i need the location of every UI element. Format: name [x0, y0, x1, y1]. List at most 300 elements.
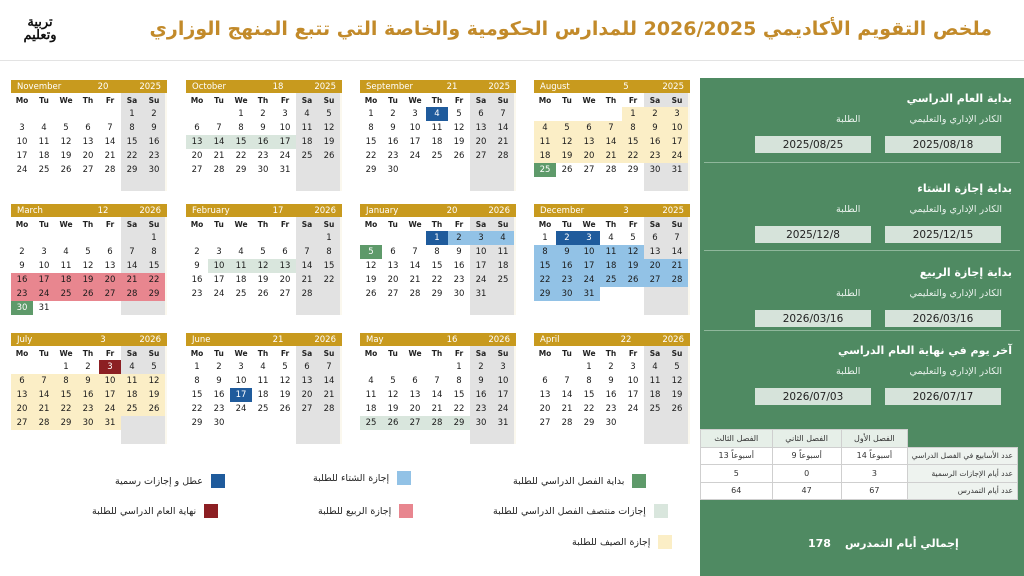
weekday-label: Mo	[11, 93, 33, 107]
weeks-term-3: 13 أسبوعاً	[701, 447, 773, 465]
day-cell: 1	[230, 107, 252, 121]
day-cell: 27	[296, 402, 318, 416]
empty-cell	[600, 430, 622, 444]
day-cell: 3	[99, 360, 121, 374]
month-header	[360, 333, 516, 346]
stats-corner	[908, 430, 1018, 448]
empty-cell	[121, 416, 143, 430]
day-cell: 12	[448, 121, 470, 135]
day-cell: 4	[296, 107, 318, 121]
day-cell: 12	[55, 135, 77, 149]
weekday-label: We	[404, 217, 426, 231]
staff-label: الكادر الإداري والتعليمي	[909, 204, 1002, 215]
month-year: 2026	[488, 205, 510, 216]
month-name: January	[366, 205, 399, 216]
day-cell: 9	[208, 374, 230, 388]
weekday-label: Sa	[296, 217, 318, 231]
month-name: September	[366, 81, 413, 92]
day-cell: 26	[252, 287, 274, 301]
day-cell: 21	[600, 149, 622, 163]
empty-cell	[55, 177, 77, 191]
empty-cell	[534, 107, 556, 121]
empty-cell	[644, 430, 666, 444]
day-cell: 15	[622, 135, 644, 149]
day-cell: 25	[426, 149, 448, 163]
day-cell: 4	[600, 231, 622, 245]
student-date: 2025/12/8	[755, 226, 871, 243]
day-cell: 27	[99, 287, 121, 301]
day-grid	[186, 217, 342, 315]
day-cell: 5	[274, 360, 296, 374]
holidays-term-3: 5	[701, 465, 773, 483]
weekday-label: Th	[77, 217, 99, 231]
day-cell: 29	[230, 163, 252, 177]
empty-cell	[252, 416, 274, 430]
legend-spring	[318, 504, 413, 518]
day-cell: 1	[448, 360, 470, 374]
empty-cell	[622, 416, 644, 430]
month-header	[186, 204, 342, 217]
day-cell: 21	[208, 149, 230, 163]
day-cell: 5	[252, 245, 274, 259]
day-cell: 11	[33, 135, 55, 149]
month-year: 2026	[488, 334, 510, 345]
weekday-label: Fr	[448, 93, 470, 107]
staff-date: 2025/08/18	[885, 136, 1001, 153]
empty-cell	[296, 163, 318, 177]
empty-cell	[252, 430, 274, 444]
day-cell: 24	[404, 149, 426, 163]
empty-cell	[208, 301, 230, 315]
weekday-label: Mo	[186, 93, 208, 107]
month-name: July	[17, 334, 33, 345]
month-name: February	[192, 205, 230, 216]
day-cell: 29	[143, 287, 165, 301]
day-cell: 4	[33, 121, 55, 135]
empty-cell	[274, 231, 296, 245]
weekday-label: Mo	[186, 346, 208, 360]
empty-cell	[11, 430, 33, 444]
day-cell: 8	[360, 121, 382, 135]
empty-cell	[77, 301, 99, 315]
legend-holiday-swatch	[211, 474, 225, 488]
day-cell: 8	[534, 245, 556, 259]
weekday-label: Su	[666, 217, 688, 231]
empty-cell	[186, 107, 208, 121]
month-day-count: 3	[623, 205, 629, 216]
day-cell: 2	[186, 245, 208, 259]
empty-cell	[360, 360, 382, 374]
day-cell: 2	[143, 107, 165, 121]
weekday-label: Fr	[274, 346, 296, 360]
weekday-label: Fr	[448, 217, 470, 231]
day-cell: 11	[55, 259, 77, 273]
day-cell: 7	[33, 374, 55, 388]
day-cell: 10	[666, 121, 688, 135]
empty-cell	[556, 177, 578, 191]
empty-cell	[622, 301, 644, 315]
day-cell: 27	[77, 163, 99, 177]
day-cell: 7	[492, 107, 514, 121]
day-cell: 24	[622, 402, 644, 416]
month-day-count: 12	[97, 205, 109, 216]
month-day-count: 20	[97, 81, 109, 92]
empty-cell	[186, 430, 208, 444]
day-cell: 19	[55, 149, 77, 163]
day-cell: 13	[470, 121, 492, 135]
day-cell: 30	[448, 287, 470, 301]
days-term-1: 67	[841, 482, 907, 500]
day-cell: 19	[448, 135, 470, 149]
month-day-count: 5	[623, 81, 629, 92]
day-cell: 9	[644, 121, 666, 135]
empty-cell	[404, 301, 426, 315]
table-row	[701, 482, 1018, 500]
day-cell: 17	[666, 135, 688, 149]
empty-cell	[318, 430, 340, 444]
day-cell: 25	[55, 287, 77, 301]
day-cell: 22	[622, 149, 644, 163]
total-value: 178	[808, 537, 831, 550]
day-cell: 31	[470, 287, 492, 301]
day-cell: 25	[644, 402, 666, 416]
weekday-label: Su	[492, 93, 514, 107]
month-name: October	[192, 81, 227, 92]
weekday-label: Th	[426, 93, 448, 107]
empty-cell	[33, 107, 55, 121]
empty-cell	[382, 177, 404, 191]
month-calendar	[186, 80, 342, 191]
day-cell: 16	[644, 135, 666, 149]
day-cell: 9	[448, 245, 470, 259]
day-cell: 20	[534, 402, 556, 416]
day-cell: 5	[55, 121, 77, 135]
weekday-label: Tu	[382, 346, 404, 360]
day-cell: 20	[99, 273, 121, 287]
weekday-label: We	[230, 93, 252, 107]
day-cell: 20	[186, 149, 208, 163]
day-cell: 7	[666, 231, 688, 245]
weekday-label: Th	[426, 217, 448, 231]
day-cell: 18	[360, 402, 382, 416]
day-cell: 30	[252, 163, 274, 177]
empty-cell	[556, 360, 578, 374]
month-name: December	[540, 205, 585, 216]
term-stats-table	[700, 429, 1018, 500]
day-cell: 22	[186, 402, 208, 416]
day-cell: 2	[382, 107, 404, 121]
day-cell: 15	[121, 135, 143, 149]
student-date: 2025/08/25	[755, 136, 871, 153]
empty-cell	[666, 177, 688, 191]
weekday-label: Sa	[470, 346, 492, 360]
day-cell: 31	[578, 287, 600, 301]
day-cell: 23	[208, 402, 230, 416]
day-cell: 30	[556, 287, 578, 301]
day-cell: 19	[143, 388, 165, 402]
day-cell: 17	[99, 388, 121, 402]
day-cell: 20	[470, 135, 492, 149]
month-name: June	[192, 334, 211, 345]
day-cell: 21	[99, 149, 121, 163]
empty-cell	[360, 177, 382, 191]
day-cell: 21	[404, 273, 426, 287]
day-cell: 23	[77, 402, 99, 416]
day-cell: 4	[121, 360, 143, 374]
empty-cell	[77, 430, 99, 444]
empty-cell	[121, 430, 143, 444]
month-day-count: 18	[272, 81, 284, 92]
day-cell: 2	[600, 360, 622, 374]
day-cell: 14	[296, 259, 318, 273]
day-cell: 3	[578, 231, 600, 245]
day-cell: 9	[143, 121, 165, 135]
day-cell: 2	[644, 107, 666, 121]
empty-cell	[252, 231, 274, 245]
day-cell: 4	[492, 231, 514, 245]
empty-cell	[600, 287, 622, 301]
day-grid	[360, 93, 516, 191]
day-cell: 24	[230, 402, 252, 416]
day-cell: 31	[33, 301, 55, 315]
day-cell: 27	[404, 416, 426, 430]
day-cell: 11	[600, 245, 622, 259]
month-calendar	[11, 80, 167, 191]
weekday-label: Su	[318, 217, 340, 231]
day-cell: 16	[11, 273, 33, 287]
weekday-label: We	[55, 217, 77, 231]
day-grid	[360, 346, 516, 444]
day-cell: 3	[230, 360, 252, 374]
day-cell: 3	[404, 107, 426, 121]
day-cell: 14	[121, 259, 143, 273]
month-day-count: 21	[446, 81, 458, 92]
day-cell: 13	[274, 259, 296, 273]
legend-summer	[572, 535, 672, 549]
day-cell: 23	[11, 287, 33, 301]
day-cell: 5	[666, 360, 688, 374]
section-title: بداية إجازة الربيع	[919, 266, 1012, 279]
logo-line-2: وتعليم	[23, 28, 57, 43]
day-cell: 9	[11, 259, 33, 273]
day-grid	[534, 93, 690, 191]
empty-cell	[230, 177, 252, 191]
day-cell: 24	[578, 273, 600, 287]
day-grid	[11, 346, 167, 444]
day-cell: 29	[534, 287, 556, 301]
day-cell: 25	[492, 273, 514, 287]
day-cell: 28	[666, 273, 688, 287]
day-cell: 21	[33, 402, 55, 416]
day-grid	[11, 217, 167, 315]
day-cell: 4	[252, 360, 274, 374]
empty-cell	[666, 416, 688, 430]
month-header	[11, 204, 167, 217]
day-cell: 23	[186, 287, 208, 301]
day-cell: 15	[230, 135, 252, 149]
day-cell: 4	[360, 374, 382, 388]
weekday-label: Sa	[644, 93, 666, 107]
empty-cell	[55, 107, 77, 121]
day-cell: 11	[121, 374, 143, 388]
day-cell: 28	[99, 163, 121, 177]
day-cell: 8	[622, 121, 644, 135]
weekday-label: Mo	[11, 346, 33, 360]
day-cell: 12	[274, 374, 296, 388]
empty-cell	[99, 301, 121, 315]
day-cell: 3	[666, 107, 688, 121]
weekday-label: Th	[77, 346, 99, 360]
empty-cell	[492, 163, 514, 177]
month-header	[360, 204, 516, 217]
day-cell: 27	[382, 287, 404, 301]
day-cell: 24	[99, 402, 121, 416]
day-cell: 27	[186, 163, 208, 177]
staff-label: الكادر الإداري والتعليمي	[909, 114, 1002, 125]
day-cell: 29	[121, 163, 143, 177]
weekday-label: We	[578, 93, 600, 107]
day-cell: 16	[556, 259, 578, 273]
staff-date: 2026/03/16	[885, 310, 1001, 327]
empty-cell	[33, 177, 55, 191]
staff-date: 2025/12/15	[885, 226, 1001, 243]
day-cell: 11	[230, 259, 252, 273]
day-cell: 15	[186, 388, 208, 402]
weekday-label: We	[55, 93, 77, 107]
day-cell: 25	[360, 416, 382, 430]
legend-holiday-label: عطل و إجازات رسمية	[115, 475, 203, 487]
staff-label: الكادر الإداري والتعليمي	[909, 366, 1002, 377]
day-cell: 19	[666, 388, 688, 402]
day-cell: 5	[622, 231, 644, 245]
day-cell: 22	[534, 273, 556, 287]
empty-cell	[426, 177, 448, 191]
day-cell: 14	[99, 135, 121, 149]
day-cell: 30	[644, 163, 666, 177]
day-cell: 8	[186, 374, 208, 388]
month-name: March	[17, 205, 43, 216]
day-cell: 19	[556, 149, 578, 163]
empty-cell	[492, 430, 514, 444]
day-cell: 29	[622, 163, 644, 177]
empty-cell	[622, 430, 644, 444]
day-cell: 27	[470, 149, 492, 163]
day-cell: 13	[382, 259, 404, 273]
day-cell: 6	[186, 121, 208, 135]
term-1-header: الفصل الأول	[841, 430, 907, 448]
month-year: 2025	[488, 81, 510, 92]
day-cell: 4	[534, 121, 556, 135]
month-calendar	[360, 80, 516, 191]
day-cell: 28	[600, 163, 622, 177]
day-cell: 11	[252, 374, 274, 388]
day-cell: 27	[534, 416, 556, 430]
month-calendar	[11, 333, 167, 444]
empty-cell	[556, 301, 578, 315]
section-title: بداية إجازة الشتاء	[917, 182, 1012, 195]
day-cell: 2	[11, 245, 33, 259]
empty-cell	[143, 177, 165, 191]
day-cell: 12	[318, 121, 340, 135]
empty-cell	[622, 177, 644, 191]
section-divider	[704, 330, 1020, 331]
empty-cell	[208, 177, 230, 191]
day-cell: 25	[296, 149, 318, 163]
day-cell: 11	[360, 388, 382, 402]
total-school-days	[808, 537, 959, 550]
day-cell: 26	[55, 163, 77, 177]
day-cell: 22	[230, 149, 252, 163]
day-cell: 10	[33, 259, 55, 273]
day-cell: 19	[274, 388, 296, 402]
empty-cell	[274, 430, 296, 444]
day-cell: 7	[426, 374, 448, 388]
empty-cell	[382, 430, 404, 444]
day-cell: 28	[556, 416, 578, 430]
weekday-label: Th	[252, 217, 274, 231]
day-cell: 27	[274, 287, 296, 301]
day-cell: 10	[404, 121, 426, 135]
month-year: 2025	[139, 81, 161, 92]
weekday-label: We	[404, 93, 426, 107]
empty-cell	[534, 177, 556, 191]
weekday-label: Th	[426, 346, 448, 360]
month-day-count: 22	[620, 334, 632, 345]
day-cell: 28	[121, 287, 143, 301]
empty-cell	[644, 287, 666, 301]
day-grid	[534, 217, 690, 315]
day-cell: 9	[600, 374, 622, 388]
weekday-label: Fr	[622, 93, 644, 107]
weekday-label: We	[55, 346, 77, 360]
day-grid	[186, 346, 342, 444]
month-name: May	[366, 334, 384, 345]
day-grid	[534, 346, 690, 444]
legend-start-swatch	[632, 474, 646, 488]
day-cell: 21	[666, 259, 688, 273]
day-cell: 24	[11, 163, 33, 177]
weekday-label: We	[578, 346, 600, 360]
day-cell: 28	[426, 416, 448, 430]
day-cell: 22	[121, 149, 143, 163]
weekday-label: Fr	[274, 217, 296, 231]
empty-cell	[33, 231, 55, 245]
day-cell: 27	[11, 416, 33, 430]
header-divider	[0, 60, 1024, 61]
day-cell: 23	[382, 149, 404, 163]
row-label: عدد الأسابيع في الفصل الدراسي	[908, 447, 1018, 465]
weekday-label: Sa	[121, 346, 143, 360]
day-cell: 20	[578, 149, 600, 163]
month-day-count: 16	[446, 334, 458, 345]
month-year: 2025	[662, 81, 684, 92]
day-cell: 5	[360, 245, 382, 259]
day-cell: 25	[252, 402, 274, 416]
empty-cell	[470, 163, 492, 177]
empty-cell	[230, 416, 252, 430]
day-cell: 22	[578, 402, 600, 416]
empty-cell	[11, 107, 33, 121]
day-cell: 14	[426, 388, 448, 402]
day-cell: 8	[121, 121, 143, 135]
day-cell: 23	[470, 402, 492, 416]
logo-line-1: تربية	[27, 15, 53, 30]
day-cell: 23	[600, 402, 622, 416]
empty-cell	[99, 177, 121, 191]
day-cell: 26	[556, 163, 578, 177]
month-calendar	[186, 333, 342, 444]
empty-cell	[492, 177, 514, 191]
